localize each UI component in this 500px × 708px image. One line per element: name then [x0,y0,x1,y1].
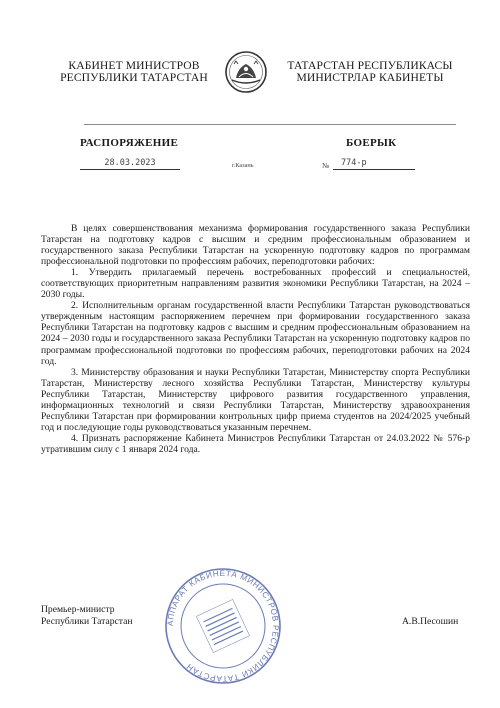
signatory-position [41,604,132,627]
clause-2-paragraph: 2. Исполнительным органам государственной власти Республики Татарстан руководствоваться утвержденным настоящим распоряжением перечнем при формировании государственного заказа Республики Татарстан на подготовку кадров с высшим и средним профессиональным образованием на 2024 – 2030 годы и государственного заказа Республики Татарстан на ускоренную подготовку кадров по программам профессиональной подготовки по профессиям рабочих, переподготовки рабочих на 2024 год. [41,300,470,367]
signatory-position-line-1: Премьер-министр [41,604,115,615]
header-divider [84,124,456,125]
signatory-position-line-2: Республики Татарстан [41,615,133,627]
issuer-tatar-line-2: МИНИСТРЛАР КАБИНЕТЫ [296,71,444,84]
official-seal-stamp-icon [163,566,283,686]
preamble-paragraph: В целях совершенствования механизма формирования государственного заказа Республики Татарстан на подготовку кадров с высшим и средним профессиональным образованием и государственного заказа Республики Татарстан на ускоренную подготовку кадров по программам профессиональной подготовки по профессиям рабочих, переподготовки рабочих: [41,223,470,268]
clause-4-paragraph: 4. Признать распоряжение Кабинета Министров Республики Татарстан от 24.03.2022 № 576-р утратившим силу с 1 января 2024 года. [41,432,470,455]
tatarstan-coat-of-arms-icon [224,50,268,94]
number-sign: № [322,161,330,170]
document-date: 28.03.2023 [80,157,180,170]
clause-1-paragraph: 1. Утвердить прилагаемый перечень востребованных профессий и специальностей, соответствующих приоритетным направлениям развития экономики Республики Татарстан, на 2024 – 2030 годы. [41,267,470,301]
document-body [41,223,470,455]
document-number: 774-р [333,157,415,170]
clause-3-paragraph: 3. Министерству образования и науки Республики Татарстан, Министерству спорта Республики Татарстан, Министерству лесного хозяйства Республики Татарстан, Министерству культуры Республики Татарстан, Министерству цифрового развития государственного управления, информационных технологий и связи Республики Татарстан, Министерству здравоохранения Республики Татарстан при формировании контрольных цифр приема студентов на 2024/2025 учебный год и последующие годы руководствоваться указанным перечнем. [41,366,470,433]
signatory-name: А.В.Песошин [402,616,459,627]
doc-type-russian: РАСПОРЯЖЕНИЕ [80,137,179,149]
document-city: г.Казань [232,162,254,169]
issuer-line-1: КАБИНЕТ МИНИСТРОВ [68,59,200,72]
issuer-name-russian [38,60,230,84]
seal-outer-text: АППАРАТ КАБИНЕТА МИНИСТРОВ РЕСПУБЛИКИ ТАТАРСТАН [165,568,281,684]
doc-type-tatar: БОЕРЫК [346,137,397,149]
issuer-line-2: РЕСПУБЛИКИ ТАТАРСТАН [60,71,208,84]
issuer-name-tatar [270,60,470,84]
issuer-tatar-line-1: ТАТАРСТАН РЕСПУБЛИКАСЫ [287,59,453,72]
